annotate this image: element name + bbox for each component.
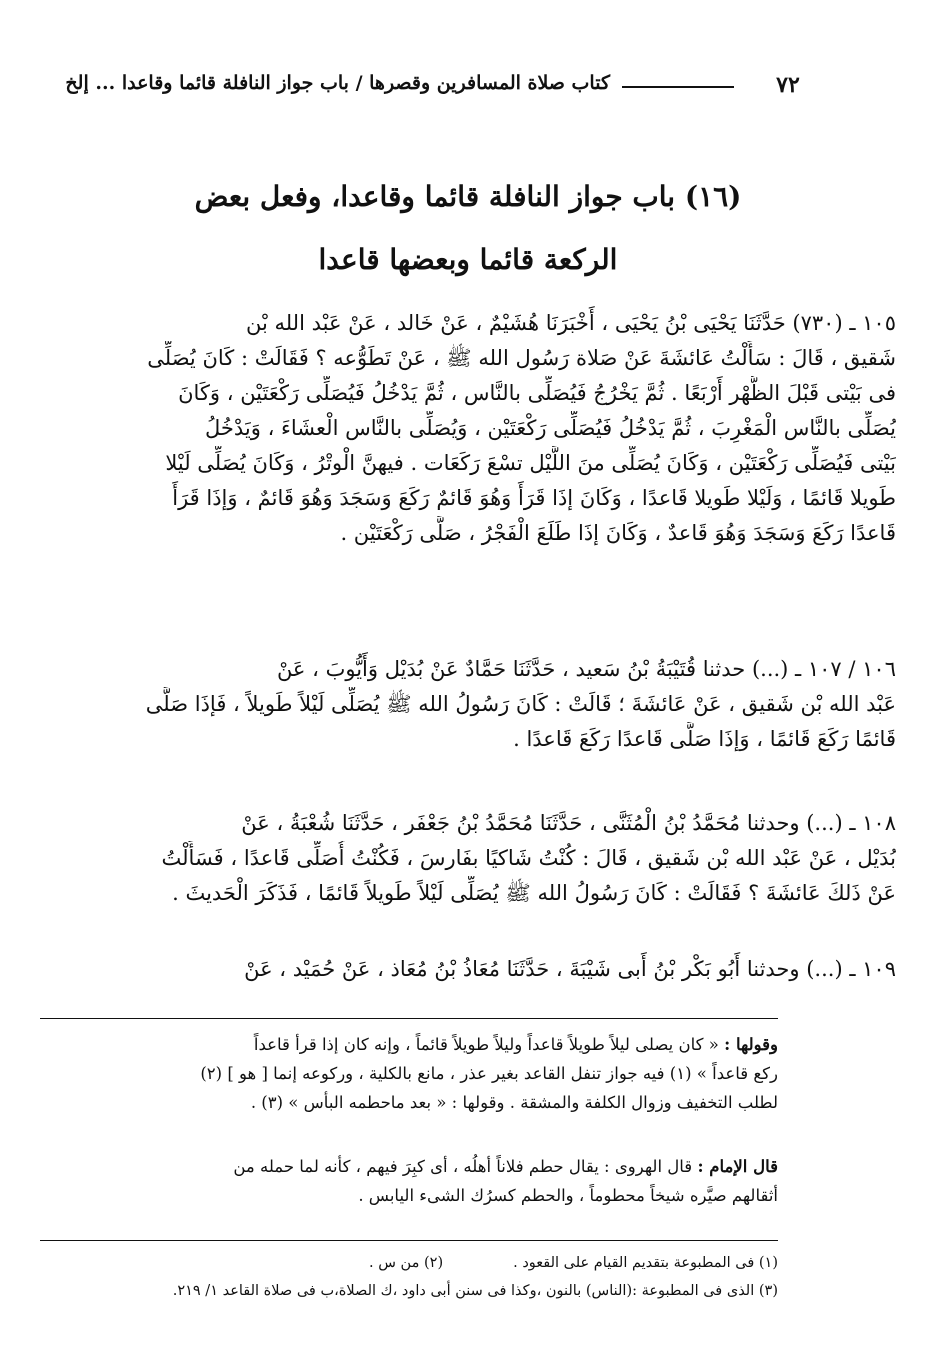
footnote-1: (١) فى المطبوعة بتقديم القيام على القعود . — [513, 1255, 778, 1271]
hadith-line: فى بَيْتى قَبْلَ الظُّهْر أَرْبَعًا . ثُمَّ يَخْرُجُ فَيُصَلِّى بالنَّاس ، ثُمَّ يَدْخُلُ فَيُصَلِّى رَكْعَتَيْن ، وَكَانَ — [178, 381, 896, 405]
hadith-line: قَائمًا رَكَعَ قَائمًا ، وَإذَا صَلَّى قَاعدًا رَكَعَ قَاعدًا . — [513, 727, 896, 751]
commentary-text: قال الهروى : يقال حطم فلاناً أهلُه ، أى كبِرَ فيهم ، كأنه لما حمله من — [233, 1157, 693, 1176]
commentary-rule — [40, 1018, 778, 1019]
hadith-line: ١٠٦ / ١٠٧ ـ (...) حدثنا قُتَيْبَةُ بْنُ سَعيد ، حَدَّثَنَا حَمَّادٌ عَنْ بُدَيْل وَأَيُّوبَ ، عَنْ — [276, 657, 896, 681]
chapter-title-line-2: الركعة قائما وبعضها قاعدا — [318, 243, 618, 276]
footnote-separator — [40, 1240, 778, 1241]
hadith-line: شَقيق ، قَالَ : سَأَلْتُ عَائشَةَ عَنْ صَلاة رَسُول الله ﷺ ، عَنْ تَطَوُّعه ؟ فَقَالَتْ : كَانَ يُصَلِّى — [147, 346, 896, 370]
page-number: ٧٢ — [776, 72, 800, 98]
hadith-line: ١٠٨ ـ (...) وحدثنا مُحَمَّدُ بْنُ الْمُثَنَّى ، حَدَّثَنَا مُحَمَّدُ بْنُ جَعْفَر ، حَدَّثَنَا شُعْبَةُ ، عَنْ — [241, 811, 896, 835]
hadith-106-107 — [40, 652, 896, 757]
hadith-109 — [40, 952, 896, 987]
hadith-line: ١٠٩ ـ (...) وحدثنا أَبُو بَكْر بْنُ أَبى شَيْبَةَ ، حَدَّثَنَا مُعَاذُ بْنُ مُعَاذ ، عَنْ حُمَيْد ، عَنْ — [244, 957, 896, 981]
commentary-imam — [40, 1152, 778, 1210]
commentary-label: قال الإمام : — [697, 1157, 778, 1176]
footnote-2: (٢) من س . — [369, 1255, 444, 1271]
commentary-text: لطلب التخفيف وزوال الكلفة والمشقة . وقولها : « بعد ماحطمه البأس » (٣) . — [250, 1093, 778, 1112]
commentary-qawluha — [40, 1030, 778, 1117]
commentary-label: وقولها : — [724, 1035, 778, 1054]
footnote-3: (٣) الذى فى المطبوعة :(الناس) بالنون ،وكذا فى سنن أبى داود ،ك الصلاة،ب فى صلاة القاعد ١/ ٢١٩. — [172, 1283, 778, 1299]
hadith-line: يُصَلِّى بالنَّاس الْمَغْرِبَ ، ثُمَّ يَدْخُلُ فَيُصَلِّى رَكْعَتَيْن ، وَيُصَلِّى بالنَّاس الْعشَاءَ ، وَيَدْخُلُ — [205, 416, 896, 440]
commentary-text: « كان يصلى ليلاً طويلاً قاعداً وليلاً طويلاً قائماً ، وإنه كان إذا قرأ قاعداً — [253, 1035, 719, 1054]
hadith-line: طَويلا قَائمًا ، وَلَيْلا طَويلا قَاعدًا ، وَكَانَ إذَا قَرَأَ وَهُوَ قَائمٌ رَكَعَ وَسَجَدَ وَهُوَ قَائمٌ ، وَإذَا قَرَأَ — [172, 486, 896, 510]
footnotes-row-1 — [40, 1250, 778, 1276]
hadith-line: قَاعدًا رَكَعَ وَسَجَدَ وَهُوَ قَاعدٌ ، وَكَانَ إذَا طَلَعَ الْفَجْرُ ، صَلَّى رَكْعَتَيْن . — [340, 521, 896, 545]
commentary-text: أثقالهم صيَّره شيخاً محطوماً ، والحطم كسرُك الشىء اليابس . — [358, 1186, 778, 1205]
hadith-line: بُدَيْل ، عَنْ عَبْد الله بْن شَقيق ، قَالَ : كُنْتُ شَاكيًا بفَارسَ ، فَكُنْتُ أُصَلِّى قَاعدًا ، فَسَأَلْتُ — [161, 846, 896, 870]
header-rule — [622, 86, 734, 88]
running-title: كتاب صلاة المسافرين وقصرها / باب جواز النافلة قائما وقاعدا ... إلخ — [65, 72, 610, 94]
hadith-line: بَيْتى فَيُصَلِّى رَكْعَتَيْن ، وَكَانَ يُصَلِّى منَ اللَّيْل تسْعَ رَكَعَات . فيهنَّ الْوتْرُ ، وَكَانَ يُصَلِّى لَيْلا — [165, 451, 896, 475]
hadith-108 — [40, 806, 896, 911]
hadith-line: ١٠٥ ـ (٧٣٠) حَدَّثَنَا يَحْيَى بْنُ يَحْيَى ، أَخْبَرَنَا هُشَيْمٌ ، عَنْ خَالد ، عَنْ عَبْد الله بْن — [245, 311, 896, 335]
chapter-title-line-1: (١٦) باب جواز النافلة قائما وقاعدا، وفعل بعض — [194, 180, 742, 213]
commentary-text: ركع قاعداً » (١) فيه جواز تنفل القاعد بغير عذر ، مانع بالكلية ، وركوعه إنما [ هو ] (٢) — [200, 1064, 778, 1083]
hadith-line: عَبْد الله بْن شَقيق ، عَنْ عَائشَةَ ؛ قَالَتْ : كَانَ رَسُولُ الله ﷺ يُصَلِّى لَيْلاً طَويلاً ، فَإذَا صَلَّى — [145, 692, 896, 716]
hadith-line: عَنْ ذَلكَ عَائشَةَ ؟ فَقَالَتْ : كَانَ رَسُولُ الله ﷺ يُصَلِّى لَيْلاً طَويلاً قَائمًا ، فَذَكَرَ الْحَديثَ . — [172, 881, 896, 905]
hadith-105 — [40, 306, 896, 551]
